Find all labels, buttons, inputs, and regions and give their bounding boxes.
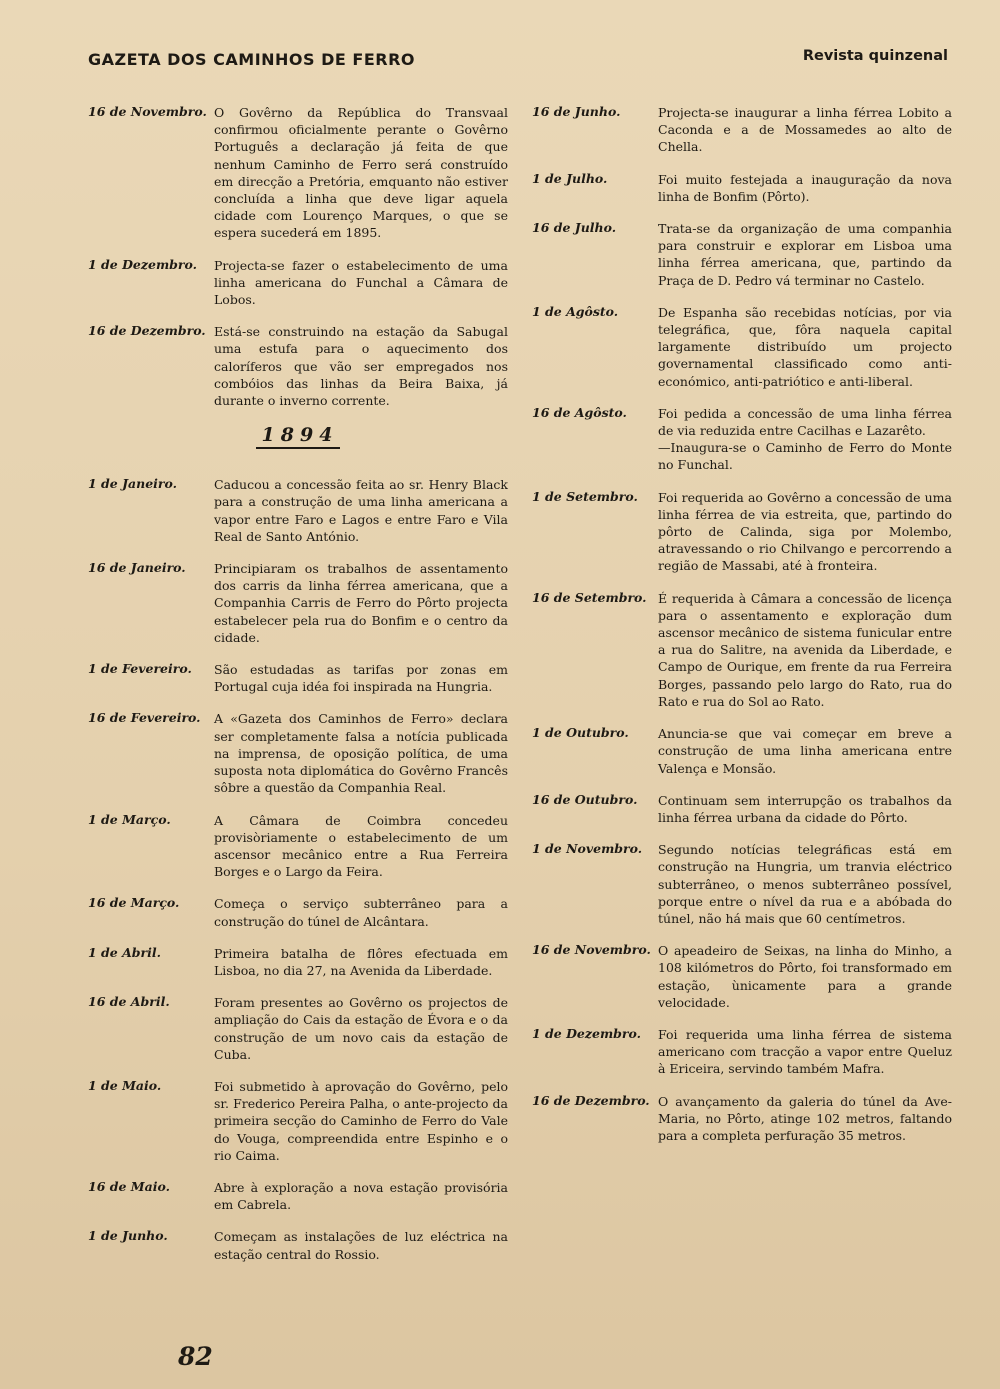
chronology-entry (532, 171, 952, 205)
left-column (88, 104, 508, 1278)
entry-paragraph: Projecta-se inaugurar a linha férrea Lobito a Caconda e a de Mossamedes ao alto de Chella. (658, 105, 952, 155)
publication-frequency: Revista quinzenal (802, 48, 948, 64)
entry-date: 16 de Dezembro. (88, 323, 206, 339)
chronology-entry (88, 895, 508, 929)
entry-paragraph: Segundo notícias telegráficas está em construção na Hungria, um tranvia eléctrico subterrâneo, o menos subterrâneo possível, porque entre o nível da rua e a abóbada do túnel, não há mais que 60 centímetros. (658, 842, 952, 926)
chronology-entry (532, 489, 952, 575)
entry-date: 16 de Janeiro. (88, 560, 186, 576)
entry-paragraph: Foram presentes ao Govêrno os projectos de ampliação do Cais da estação de Évora e o da construção de um novo cais da estação de Cuba. (214, 995, 508, 1062)
chronology-list-1894-part-2 (532, 104, 952, 1144)
entry-text (214, 945, 508, 979)
entry-text (214, 257, 508, 309)
entry-paragraph: Primeira batalha de flôres efectuada em Lisboa, no dia 27, na Avenida da Liberdade. (214, 945, 508, 978)
entry-text (658, 942, 952, 1011)
entry-date: 16 de Maio. (88, 1178, 170, 1194)
entry-text (214, 476, 508, 545)
chronology-entry (532, 1026, 952, 1078)
entry-paragraph: Continuam sem interrupção os trabalhos da linha férrea urbana da cidade do Pôrto. (658, 792, 952, 825)
entry-date: 1 de Maio. (88, 1077, 162, 1093)
chronology-list-1894-part-1 (88, 476, 508, 1263)
chronology-entry (88, 104, 508, 242)
entry-paragraph: Anuncia-se que vai começar em breve a construção de uma linha americana entre Valença e Monsão. (658, 726, 952, 776)
entry-paragraph: A Câmara de Coimbra concedeu provisòriamente o estabelecimento de um ascensor mecânico entre a Rua Ferreira Borges e o Largo da Feira. (214, 812, 508, 880)
year-heading (88, 424, 508, 454)
entry-text (214, 1179, 508, 1213)
entry-date: 16 de Agôsto. (532, 404, 627, 420)
entry-text (214, 323, 508, 409)
chronology-entry (88, 812, 508, 881)
chronology-entry (532, 841, 952, 927)
entry-date: 1 de Novembro. (532, 841, 643, 857)
chronology-entry (532, 104, 952, 156)
entry-paragraph: É requerida à Câmara a concessão de licença para o assentamento e exploração dum ascensor mecânico de sistema funicular entre a rua do Salitre, na avenida da Liberdade, e Campo de Ourique, em frente da rua Ferreira Borges, passando pelo largo do Rato, rua do Rato e rua do Sol ao Rato. (658, 590, 952, 709)
entry-date: 16 de Fevereiro. (88, 710, 201, 726)
chronology-entry (532, 1093, 952, 1145)
entry-text (658, 304, 952, 390)
chronology-entry (532, 725, 952, 777)
entry-date: 1 de Junho. (88, 1228, 168, 1244)
chronology-entry (88, 323, 508, 409)
entry-paragraph: Foi requerida ao Govêrno a concessão de uma linha férrea de via estreita, que, partindo do pôrto de Calinda, siga por Molembo, atravessando o rio Chilvango e percorrendo a região de Massabi, até à fronteira. (658, 489, 952, 574)
entry-date: 16 de Setembro. (532, 589, 647, 605)
year-heading-text: 1894 (256, 424, 341, 449)
page-number: 82 (178, 1342, 213, 1371)
entry-date: 1 de Outubro. (532, 725, 629, 741)
entry-text (214, 560, 508, 646)
entry-date: 16 de Junho. (532, 104, 621, 119)
chronology-entry (532, 304, 952, 390)
entry-paragraph: Caducou a concessão feita ao sr. Henry Black para a construção de uma linha americana a vapor entre Faro e Lagos e entre Faro e Vila Real de Santo António. (214, 477, 508, 544)
chronology-entry (88, 1228, 508, 1262)
entry-text (214, 812, 508, 881)
entry-date: 1 de Agôsto. (532, 303, 619, 319)
chronology-entry (88, 661, 508, 695)
entry-paragraph: Começa o serviço subterrâneo para a construção do túnel de Alcântara. (214, 896, 508, 929)
chronology-entry (88, 710, 508, 796)
entry-paragraph: O avançamento da galeria do túnel da Ave-Maria, no Pôrto, atinge 102 metros, faltando para a completa perfuração 35 metros. (658, 1093, 952, 1143)
entry-text (214, 710, 508, 796)
entry-date: 16 de Dezembro. (532, 1092, 650, 1108)
chronology-entry (88, 560, 508, 646)
entry-paragraph: Abre à exploração a nova estação provisória em Cabrela. (214, 1179, 508, 1213)
entry-paragraph: De Espanha são recebidas notícias, por via telegráfica, que, fôra naquela capital largamente distribuído um projecto governamental classificado como anti-económico, anti-patriótico e anti-liberal. (658, 304, 952, 389)
entry-date: 1 de Dezembro. (532, 1025, 641, 1041)
entry-text (658, 841, 952, 927)
entry-text (658, 405, 952, 474)
chronology-entry (88, 994, 508, 1063)
entry-text (658, 220, 952, 289)
entry-text (214, 1228, 508, 1262)
entry-paragraph: O apeadeiro de Seixas, na linha do Minho, a 108 kilómetros do Pôrto, foi transformado em estação, ùnicamente para a grande velocidade. (658, 943, 952, 1010)
chronology-entry (532, 942, 952, 1011)
entry-paragraph: A «Gazeta dos Caminhos de Ferro» declara ser completamente falsa a notícia publicada na imprensa, de oposição política, de uma suposta nota diplomática do Govêrno Francês sôbre a questão da Companhia Real. (214, 711, 508, 796)
chronology-entry (532, 220, 952, 289)
entry-date: 16 de Abril. (88, 994, 170, 1010)
running-header (88, 50, 948, 80)
entry-date: 16 de Outubro. (532, 791, 638, 807)
entry-date: 1 de Dezembro. (88, 256, 197, 272)
entry-paragraph: Projecta-se fazer o estabelecimento de uma linha americana do Funchal a Câmara de Lobos. (214, 257, 508, 308)
entry-paragraph: —Inaugura-se o Caminho de Ferro do Monte no Funchal. (658, 440, 952, 473)
entry-text (658, 489, 952, 575)
entry-paragraph: Foi submetido à aprovação do Govêrno, pelo sr. Frederico Pereira Palha, o ante-projecto da primeira secção do Caminho de Ferro do Vale do Vouga, compreendida entre Espinho e o rio Caima. (214, 1078, 508, 1163)
entry-text (214, 1078, 508, 1164)
entry-date: 1 de Fevereiro. (88, 661, 192, 677)
chronology-entry (532, 405, 952, 474)
chronology-entry (88, 1179, 508, 1213)
entry-text (658, 171, 952, 205)
entry-date: 16 de Novembro. (532, 942, 651, 958)
publication-title: GAZETA DOS CAMINHOS DE FERRO (88, 50, 416, 69)
chronology-entry (88, 476, 508, 545)
entry-text (658, 104, 952, 156)
entry-text (658, 1026, 952, 1078)
entry-text (658, 1093, 952, 1145)
entry-date: 1 de Janeiro. (88, 476, 177, 492)
entry-paragraph: Principiaram os trabalhos de assentamento dos carris da linha férrea americana, que a Companhia Carris de Ferro do Pôrto projecta estabelecer pela rua do Bonfim e o centro da cidade. (214, 561, 508, 645)
entry-date: 16 de Março. (88, 895, 180, 911)
entry-date: 16 de Novembro. (88, 104, 207, 119)
right-column (532, 104, 952, 1159)
entry-paragraph: Foi pedida a concessão de uma linha férrea de via reduzida entre Cacilhas e Lazarêto. (658, 405, 952, 439)
entry-paragraph: Foi requerida uma linha férrea de sistema americano com tracção a vapor entre Queluz à Ericeira, servindo também Mafra. (658, 1026, 952, 1077)
entry-paragraph: O Govêrno da República do Transvaal confirmou oficialmente perante o Govêrno Português a declaração já feita de que nenhum Caminho de Ferro será construído em direcção a Pretória, emquanto não estiver concluída a linha que deve ligar aquela cidade com Lourenço Marques, o que se espera sucederá em 1895. (214, 105, 508, 241)
entry-date: 1 de Abril. (88, 944, 161, 960)
chronology-entry (88, 1078, 508, 1164)
chronology-list-1893 (88, 104, 508, 409)
entry-paragraph: Está-se construindo na estação da Sabugal uma estufa para o aquecimento dos caloríferos que vão ser empregados nos combóios das linhas da Beira Baixa, já durante o inverno corrente. (214, 324, 508, 409)
entry-text (658, 725, 952, 777)
entry-paragraph: São estudadas as tarifas por zonas em Portugal cuja idéa foi inspirada na Hungria. (214, 662, 508, 695)
entry-date: 1 de Setembro. (532, 488, 638, 504)
entry-text (214, 104, 508, 242)
chronology-entry (88, 257, 508, 309)
entry-text (214, 895, 508, 929)
entry-paragraph: Começam as instalações de luz eléctrica na estação central do Rossio. (214, 1229, 508, 1262)
entry-paragraph: Foi muito festejada a inauguração da nova linha de Bonfim (Pôrto). (658, 171, 952, 204)
entry-paragraph: Trata-se da organização de uma companhia para construir e explorar em Lisboa uma linha férrea americana, que, partindo da Praça de D. Pedro vá terminar no Castelo. (658, 221, 952, 288)
chronology-entry (532, 792, 952, 826)
entry-text (214, 661, 508, 695)
entry-text (658, 792, 952, 826)
entry-date: 1 de Julho. (532, 170, 608, 186)
entry-text (658, 590, 952, 710)
entry-date: 1 de Março. (88, 811, 171, 827)
chronology-entry (88, 945, 508, 979)
entry-text (214, 994, 508, 1063)
entry-date: 16 de Julho. (532, 220, 617, 236)
chronology-entry (532, 590, 952, 710)
